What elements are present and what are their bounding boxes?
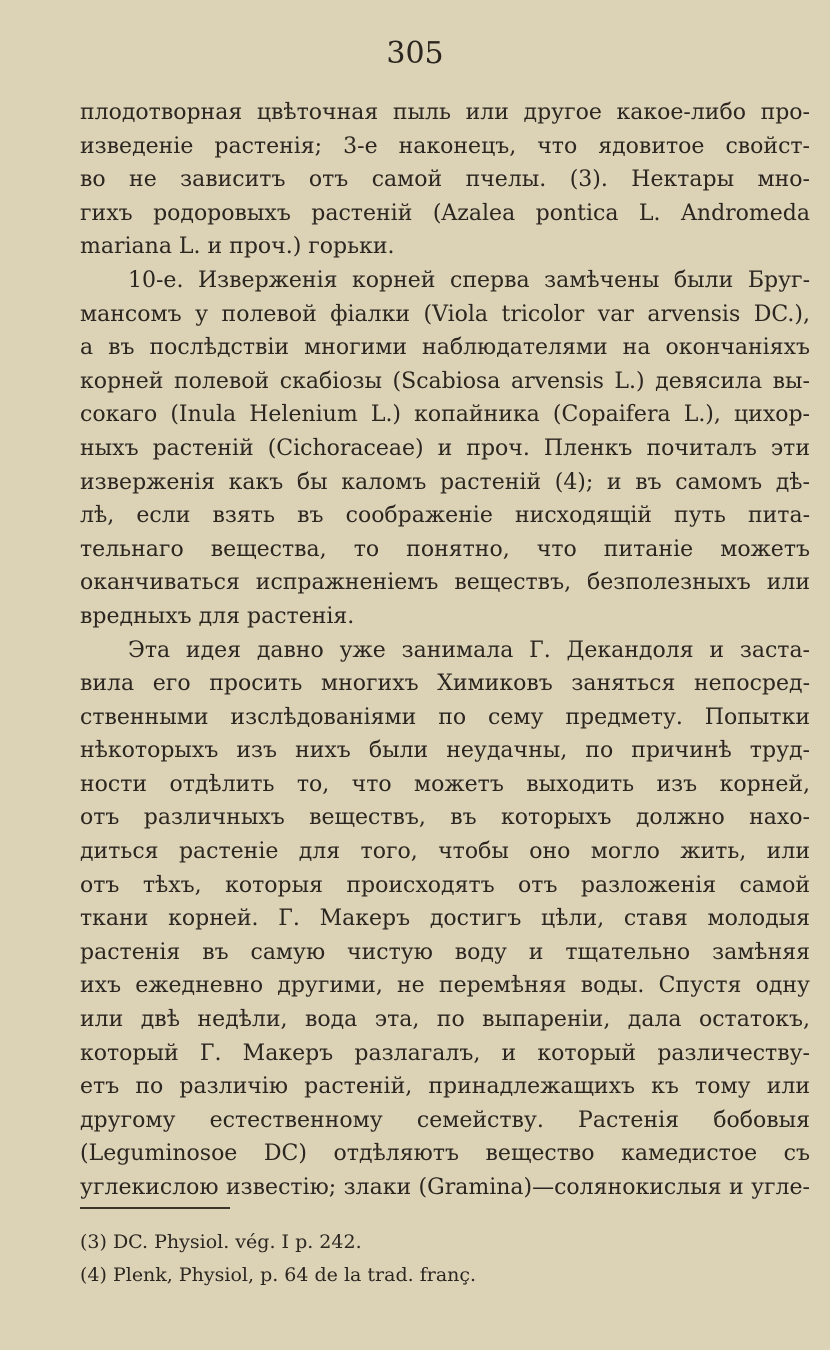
text-line: нѣкоторыхъ изъ нихъ были неудачны, по причинѣ труд- — [80, 738, 810, 764]
page-number: 305 — [386, 36, 444, 71]
text-line: а въ послѣдствіи многими наблюдателями на окончаніяхъ — [80, 335, 810, 361]
text-line: ности отдѣлить то, что можетъ выходить изъ корней, — [80, 771, 810, 797]
footnote: (4) Plenk, Physiol, p. 64 de la trad. franç. — [80, 1264, 477, 1286]
text-line: вила его просить многихъ Химиковъ заняться непосред- — [80, 671, 810, 697]
text-line: который Г. Макеръ разлагалъ, и который различеству- — [80, 1040, 810, 1066]
text-line: корней полевой скабіозы (Scabiosa arvensis L.) девясила вы- — [80, 368, 810, 394]
text-line: мансомъ у полевой фіалки (Viola tricolor var arvensis DC.), — [80, 301, 810, 327]
text-line: отъ различныхъ веществъ, въ которыхъ должно нахо- — [80, 805, 810, 831]
text-line: оканчиваться испражненіемъ веществъ, безполезныхъ или — [80, 570, 810, 596]
text-line: лѣ, если взять въ соображеніе нисходящій путь пита- — [80, 503, 810, 529]
text-line: ихъ ежедневно другими, не перемѣняя воды. Спустя одну — [80, 973, 810, 999]
footnote-rule — [80, 1207, 230, 1209]
text-line: Эта идея давно уже занимала Г. Декандоля и застa- — [128, 637, 810, 663]
text-line: или двѣ недѣли, вода эта, по выпареніи, дала остатокъ, — [80, 1007, 810, 1033]
text-line: плодотворная цвѣточная пыль или другое какое-либо про- — [80, 100, 810, 125]
text-line: етъ по различію растеній, принадлежащихъ къ тому или — [80, 1074, 810, 1100]
text-line: (Leguminosoe DC) отдѣляютъ вещество камедистое съ — [80, 1141, 810, 1167]
text-line: ткани корней. Г. Макеръ достигъ цѣли, ставя молодыя — [80, 906, 810, 932]
text-line: mariana L. и проч.) горьки. — [80, 234, 395, 260]
text-line: диться растеніе для того, чтобы оно могло жить, или — [80, 839, 810, 865]
text-line: другому естественному семейству. Растенія бобовыя — [80, 1107, 810, 1133]
text-line: 10-е. Изверженія корней сперва замѣчены были Бруг- — [128, 267, 810, 293]
text-line: ныхъ растеній (Cichoraceae) и проч. Пленкъ почиталъ эти — [80, 435, 810, 461]
text-line: отъ тѣхъ, которыя происходятъ отъ разложенія самой — [80, 872, 810, 898]
body-text — [80, 96, 810, 1205]
text-line: углекислою известію; злаки (Gramina)—солянокислыя и угле- — [80, 1175, 810, 1200]
text-line: тельнаго вещества, то понятно, что питаніе можетъ — [80, 536, 810, 562]
text-line: сокаго (Inula Helenium L.) копайника (Copaifera L.), цихор- — [80, 402, 810, 428]
text-line: изверженія какъ бы каломъ растеній (4); и въ самомъ дѣ- — [80, 469, 810, 495]
footnotes — [80, 1226, 780, 1292]
text-line: гихъ родоровыхъ растеній (Azalea pontica L. Andromeda — [80, 200, 810, 226]
text-line: во не зависитъ отъ самой пчелы. (3). Нектары мно- — [80, 167, 810, 193]
text-line: ственными изслѣдованіями по сему предмету. Попытки — [80, 704, 810, 730]
text-line: растенія въ самую чистую воду и тщательно замѣняя — [80, 939, 810, 965]
text-line: изведеніе растенія; 3-е наконецъ, что ядовитое свойст- — [80, 133, 810, 159]
footnote: (3) DC. Physiol. vég. I p. 242. — [80, 1231, 362, 1253]
text-line: вредныхъ для растенія. — [80, 603, 355, 629]
